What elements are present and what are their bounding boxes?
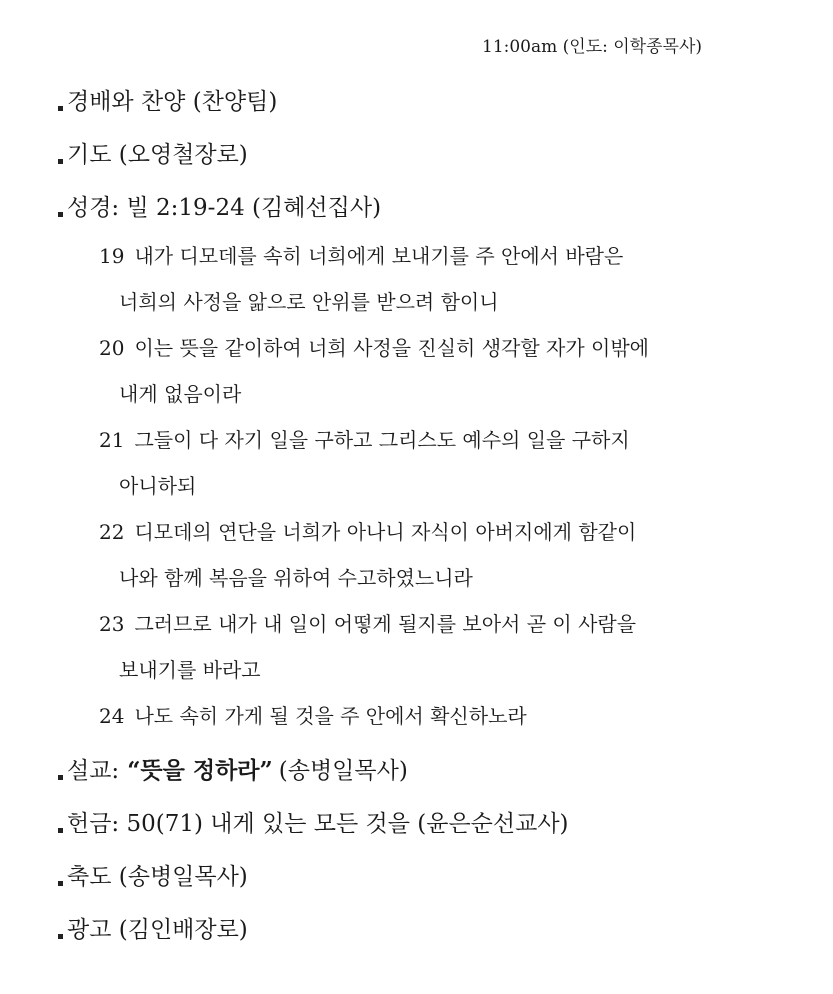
verse-text-line2: 보내기를 바라고 xyxy=(119,658,261,682)
order-item-sermon xyxy=(58,757,818,785)
order-item-text: 헌금: 50(71) 내게 있는 모든 것을 (윤은순선교사) xyxy=(67,811,569,837)
verse-number: 19 xyxy=(99,244,125,268)
verse-number: 20 xyxy=(99,336,125,360)
order-item-prayer xyxy=(58,141,818,169)
verse-number: 21 xyxy=(99,428,125,452)
verse-text-line2: 너희의 사정을 앎으로 안위를 받으려 함이니 xyxy=(119,290,499,314)
bullet-icon xyxy=(58,212,63,217)
order-item-text: 성경: 빌 2:19-24 (김혜선집사) xyxy=(67,195,382,221)
verse-24 xyxy=(99,693,818,739)
verse-text-line1: 그러므로 내가 내 일이 어떻게 될지를 보아서 곧 이 사람을 xyxy=(134,612,637,636)
verse-text-line1: 그들이 다 자기 일을 구하고 그리스도 예수의 일을 구하지 xyxy=(134,428,630,452)
sermon-title: “뜻을 정하라” xyxy=(127,757,273,784)
verse-19 xyxy=(99,233,818,325)
bullet-icon xyxy=(58,106,63,111)
sermon-speaker: (송병일목사) xyxy=(278,758,408,784)
order-item-announcements xyxy=(58,916,818,944)
bullet-icon xyxy=(58,159,63,164)
verse-22 xyxy=(99,509,818,601)
sermon-label: 설교: xyxy=(67,758,120,784)
order-item-text: 경배와 찬양 (찬양팀) xyxy=(67,89,278,115)
bullet-icon xyxy=(58,828,63,833)
verse-23 xyxy=(99,601,818,693)
verse-number: 23 xyxy=(99,612,125,636)
verse-20 xyxy=(99,325,818,417)
order-item-benediction xyxy=(58,863,818,891)
order-item-text: 기도 (오영철장로) xyxy=(67,142,248,168)
verse-21 xyxy=(99,417,818,509)
verse-text-line1: 디모데의 연단을 너희가 아나니 자식이 아버지에게 함같이 xyxy=(134,520,637,544)
bullet-icon xyxy=(58,934,63,939)
order-item-worship xyxy=(58,88,818,116)
verse-number: 24 xyxy=(99,704,125,728)
verse-number: 22 xyxy=(99,520,125,544)
verse-text-line1: 이는 뜻을 같이하여 너희 사정을 진실히 생각할 자가 이밖에 xyxy=(134,336,649,360)
order-item-text: 축도 (송병일목사) xyxy=(67,864,248,890)
verse-text-line1: 내가 디모데를 속히 너희에게 보내기를 주 안에서 바람은 xyxy=(134,244,624,268)
verse-text-line2: 내게 없음이라 xyxy=(119,382,242,406)
service-time-leader: 11:00am (인도: 이학종목사) xyxy=(482,37,703,57)
verse-text-line1: 나도 속히 가게 될 것을 주 안에서 확신하노라 xyxy=(134,704,527,728)
verse-text-line2: 아니하되 xyxy=(119,474,197,498)
verse-text-line2: 나와 함께 복음을 위하여 수고하였느니라 xyxy=(119,566,473,590)
order-item-scripture xyxy=(58,194,818,222)
bullet-icon xyxy=(58,775,63,780)
scripture-verses xyxy=(58,233,818,739)
order-item-text: 광고 (김인배장로) xyxy=(67,917,248,943)
order-of-service xyxy=(58,88,818,969)
order-item-offering xyxy=(58,810,818,838)
bullet-icon xyxy=(58,881,63,886)
